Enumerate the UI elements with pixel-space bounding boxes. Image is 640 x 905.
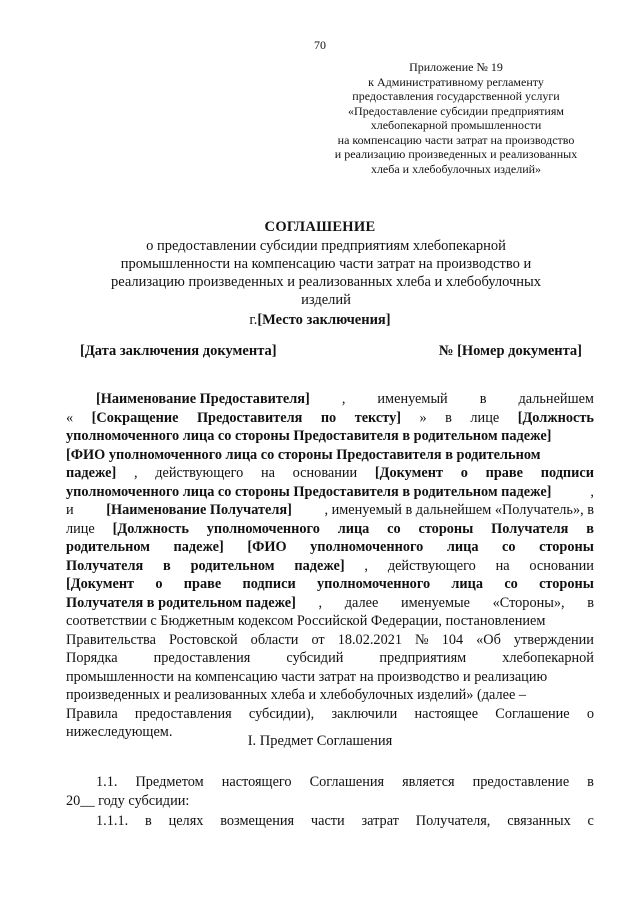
section-heading: I. Предмет Соглашения [247,733,393,749]
bold-text: со [387,520,401,537]
text: № [415,631,429,648]
bold-text: лица [337,520,370,537]
place-of-conclusion [0,312,640,329]
bold-text: лица [446,539,479,555]
text: предоставления [134,705,232,722]
text: Порядка [66,650,118,666]
preamble-line [66,446,594,465]
bold-text: [Наименование Предоставителя] [96,391,310,407]
text: промышленности на компенсацию части затрат на производство и реализацию [66,668,548,685]
document-subtitle [66,237,586,309]
document-title: СОГЛАШЕНИЕ [264,219,376,235]
bold-text: о [155,576,163,592]
text: в [479,391,487,407]
text: , [341,391,346,407]
place-field: [Место заключения] [257,312,391,328]
bold-text: [Наименование Получателя] [106,502,292,518]
clause-word: 1.1. [96,774,118,790]
text: лице [66,520,95,537]
clause-word: является [402,774,455,790]
subtitle-line: изделий [301,292,351,308]
clause-word: связанных [507,813,571,829]
text: Ростовской [168,631,238,648]
text: на [260,465,275,481]
bold-text: [Должность [112,520,189,537]
text: далее [344,594,379,611]
preamble-line [66,538,594,557]
text: настоящее [414,705,479,722]
text: именуемые [400,594,470,611]
page-number: 70 [314,38,326,52]
appendix-line: и реализацию произведенных и реализованных [334,147,578,161]
date-field: [Дата заключения документа] [80,343,277,359]
preamble-line [66,464,594,483]
appendix-line: Приложение № 19 [409,60,503,74]
text: основании [292,465,358,481]
bold-text: тексту] [354,409,402,426]
bold-text: уполномоченного [310,539,424,555]
place-prefix: г. [249,312,258,328]
bold-text: подписи [242,576,296,592]
bold-text: праве [183,576,222,592]
bold-text: [ФИО [247,539,287,555]
bold-text: [Документ [374,465,443,481]
bold-text: стороны [418,520,474,537]
bold-text: со [502,539,516,555]
bold-text: подписи [540,465,594,481]
text: » [419,409,427,426]
clause-1-1 [66,773,594,810]
bold-text: [Должность [517,409,594,426]
text: от [311,631,325,648]
clause-word: настоящего [221,774,292,790]
clause-1-1-1 [66,812,594,831]
preamble-line [66,427,594,446]
bold-text: уполномоченного лица со стороны Предоставителя в родительном падеже] [66,483,552,500]
text: именуемый [377,391,448,407]
clause-text: 20__ году субсидии: [66,792,190,809]
preamble-line [66,594,594,613]
preamble-line [66,649,594,668]
preamble-line [66,612,594,631]
bold-text: со [504,576,518,592]
text: соответствии с Бюджетным кодексом Российской Федерации, постановлением [66,613,546,629]
preamble-line [66,631,594,650]
bold-text: падеже] [66,465,117,481]
text: дальнейшем [518,391,594,407]
bold-text: родительном [190,557,275,574]
text: Правила [66,705,118,722]
clause-word: Получателя, [415,813,491,829]
text: основании [529,557,594,574]
text: действующего [387,557,476,574]
text: нижеследующем. [66,724,173,740]
text: , [590,483,594,500]
text: в [587,594,594,611]
text: утверждении [513,631,594,648]
clause-line [66,812,594,831]
bold-text: в [163,557,171,574]
bold-text: уполномоченного [206,520,320,537]
bold-text: в [586,520,594,537]
preamble-line [66,409,594,428]
text: действующего [155,465,244,481]
text: области [250,631,299,648]
bold-text: Получателя [491,520,569,537]
preamble-line [66,557,594,576]
bold-text: [Документ [66,576,135,592]
clause-word: Предметом [135,774,204,790]
bold-text: лица [451,576,484,592]
text: Соглашение [495,705,570,722]
text: субсидий [286,650,344,666]
text: , именуемый в дальнейшем «Получатель», в [324,502,594,518]
subtitle-line: промышленности на компенсацию части затрат на производство и [120,256,532,272]
text: 18.02.2021 [337,631,403,648]
text: Правительства [66,631,156,648]
clause-word: предоставление [472,774,570,790]
document-number-field: № [Номер документа] [438,343,582,359]
text: заключили [331,705,398,722]
bold-text: Получателя в родительном падеже] [66,594,296,611]
preamble-line [66,575,594,594]
clause-word: 1.1.1. [96,813,129,829]
preamble-line [66,390,594,409]
bold-text: уполномоченного [316,576,431,592]
preamble-line [66,520,594,539]
bold-text: [ФИО уполномоченного лица со стороны Предоставителя в родительном [66,446,541,463]
clause-line [66,792,594,811]
text: 104 [441,631,464,648]
clause-word: в [144,813,152,829]
appendix-line: хлебопекарной промышленности [370,118,542,132]
clause-word: возмещения [220,813,295,829]
bold-text: падеже] [173,539,224,555]
appendix-header [318,60,594,176]
bold-text: стороны [539,576,594,592]
appendix-line: на компенсацию части затрат на производство [337,132,575,147]
text: , [133,465,138,481]
text: «Стороны», [492,594,565,611]
clause-word: части [310,813,345,829]
clause-word: с [587,813,594,829]
text: , [318,594,323,611]
text: лице [470,409,500,426]
text: хлебопекарной [502,650,594,666]
bold-text: уполномоченного лица со стороны Предоставителя в родительном падеже] [66,428,552,444]
text: произведенных и реализованных хлеба и хлебобулочных изделий» (далее – [66,687,527,703]
text: , [364,557,368,574]
text: предоставления [153,650,251,666]
clause-line [66,773,594,792]
appendix-line: к Административному регламенту [368,74,544,89]
bold-text: о [460,465,468,481]
text: в [445,409,452,426]
preamble-line [66,501,594,520]
appendix-line: хлеба и хлебобулочных изделий» [370,161,542,176]
clause-word: в [587,774,594,790]
bold-text: стороны [539,539,594,555]
appendix-line: предоставления государственной услуги [352,89,560,103]
preamble-line [66,705,594,724]
preamble-paragraph [66,390,594,742]
preamble-line [66,483,594,502]
bold-text: по [320,409,337,426]
text: о [586,705,594,722]
bold-text: падеже] [294,557,345,574]
bold-text: Предоставителя [196,409,303,426]
clause-word: затрат [361,813,399,829]
preamble-line [66,686,594,705]
text: и [66,502,74,518]
appendix-line: «Предоставление субсидии предприятиям [348,103,564,118]
text: « [66,409,74,426]
preamble-line [66,668,594,687]
text: «Об [476,631,501,648]
text: предприятиям [379,650,467,666]
clause-word: целях [168,813,204,829]
clause-word: Соглашения [309,774,385,790]
subtitle-line: реализацию произведенных и реализованных хлеба и хлебобулочных [110,274,542,290]
bold-text: родительном [66,539,150,555]
bold-text: [Сокращение [91,409,179,426]
bold-text: праве [485,465,523,481]
text: субсидии), [248,705,315,722]
subtitle-line: о предоставлении субсидии предприятиям хлебопекарной [146,238,506,254]
bold-text: Получателя [66,557,144,574]
text: на [495,557,510,574]
